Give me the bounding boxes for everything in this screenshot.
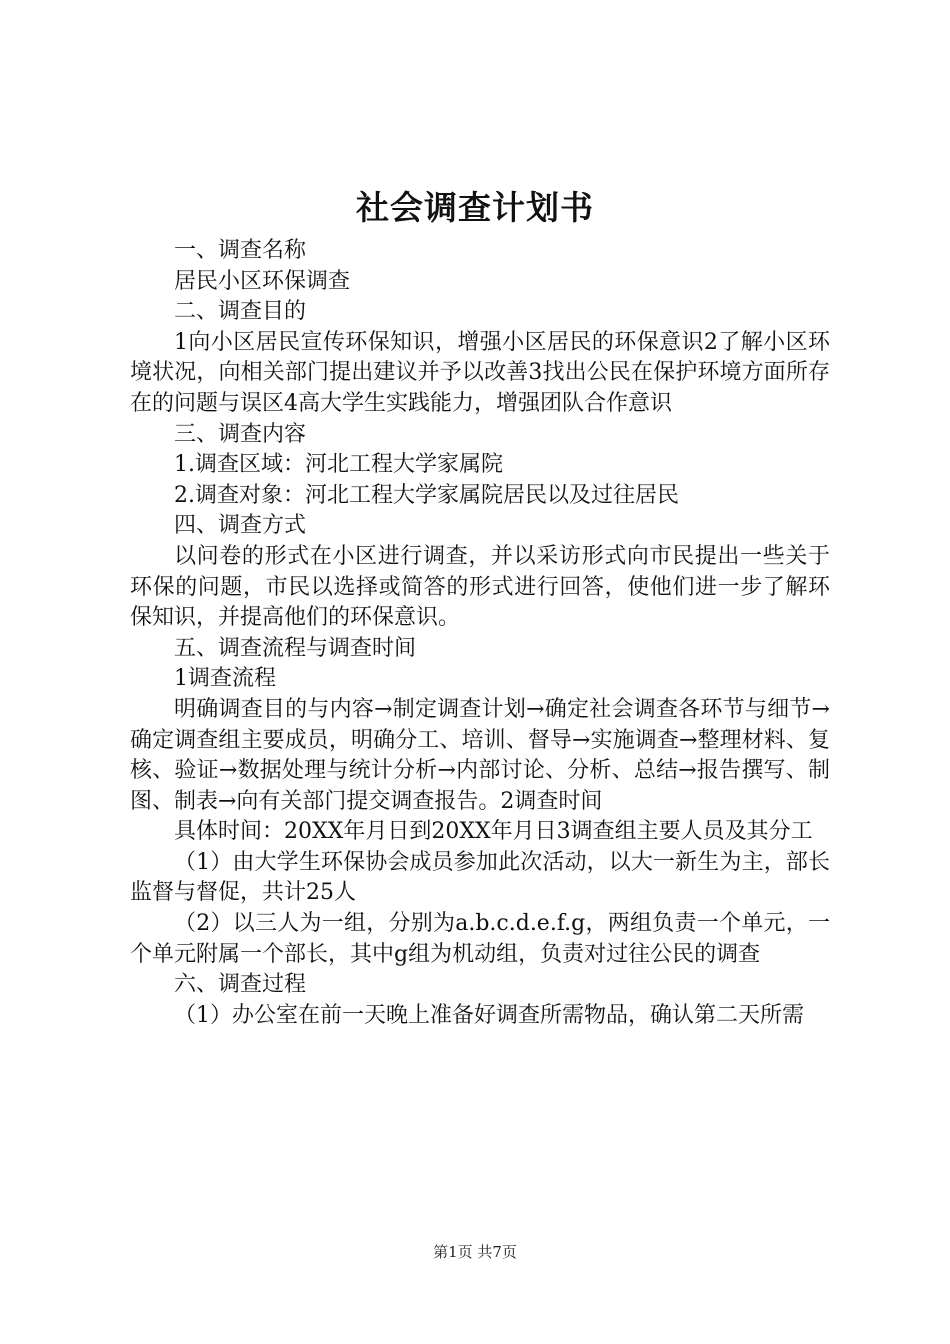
paragraph: （1）办公室在前一天晚上准备好调查所需物品，确认第二天所需 (174, 1002, 804, 1028)
paragraph: 明确调查目的与内容→制定调查计划→确定社会调查各环节与细节→确定调查组主要成员，明确分工、培训、督导→实施调查→整理材料、复核、验证→数据处理与统计分析→内部讨论、分析、总结→报告撰写、制图、制表→向有关部门提交调查报告。2调查时间 (130, 696, 830, 814)
paragraph: 1.调查区域：河北工程大学家属院 (174, 452, 503, 478)
heading-survey-process-time: 五、调查流程与调查时间 (174, 635, 417, 661)
paragraph: 2.调查对象：河北工程大学家属院居民以及过往居民 (174, 482, 679, 508)
paragraph: 居民小区环保调查 (174, 268, 351, 294)
paragraph: 1向小区居民宣传环保知识，增强小区居民的环保意识2了解小区环境状况，向相关部门提出建议并予以改善3找出公民在保护环境方面所存在的问题与误区4高大学生实践能力，增强团队合作意识 (130, 329, 830, 416)
paragraph: （2）以三人为一组，分别为a.b.c.d.e.f.g，两组负责一个单元，一个单元附属一个部长，其中g组为机动组，负责对过往公民的调查 (130, 911, 830, 967)
heading-survey-procedure: 六、调查过程 (174, 972, 307, 998)
heading-survey-content: 三、调查内容 (174, 421, 307, 447)
paragraph: 1调查流程 (174, 666, 276, 692)
heading-survey-method: 四、调查方式 (174, 513, 307, 539)
paragraph: 具体时间：20XX年月日到20XX年月日3调查组主要人员及其分工 (174, 819, 813, 845)
paragraph: （1）由大学生环保协会成员参加此次活动，以大一新生为主，部长监督与督促，共计25人 (130, 849, 830, 906)
paragraph: 以问卷的形式在小区进行调查，并以采访形式向市民提出一些关于环保的问题，市民以选择或简答的形式进行回答，使他们进一步了解环保知识，并提高他们的环保意识。 (130, 543, 830, 631)
document-body (130, 236, 830, 1031)
document-title: 社会调查计划书 (356, 188, 594, 227)
heading-survey-name: 一、调查名称 (174, 238, 307, 263)
page-footer: 第1页 共7页 (433, 1243, 517, 1261)
heading-survey-purpose: 二、调查目的 (174, 299, 307, 325)
